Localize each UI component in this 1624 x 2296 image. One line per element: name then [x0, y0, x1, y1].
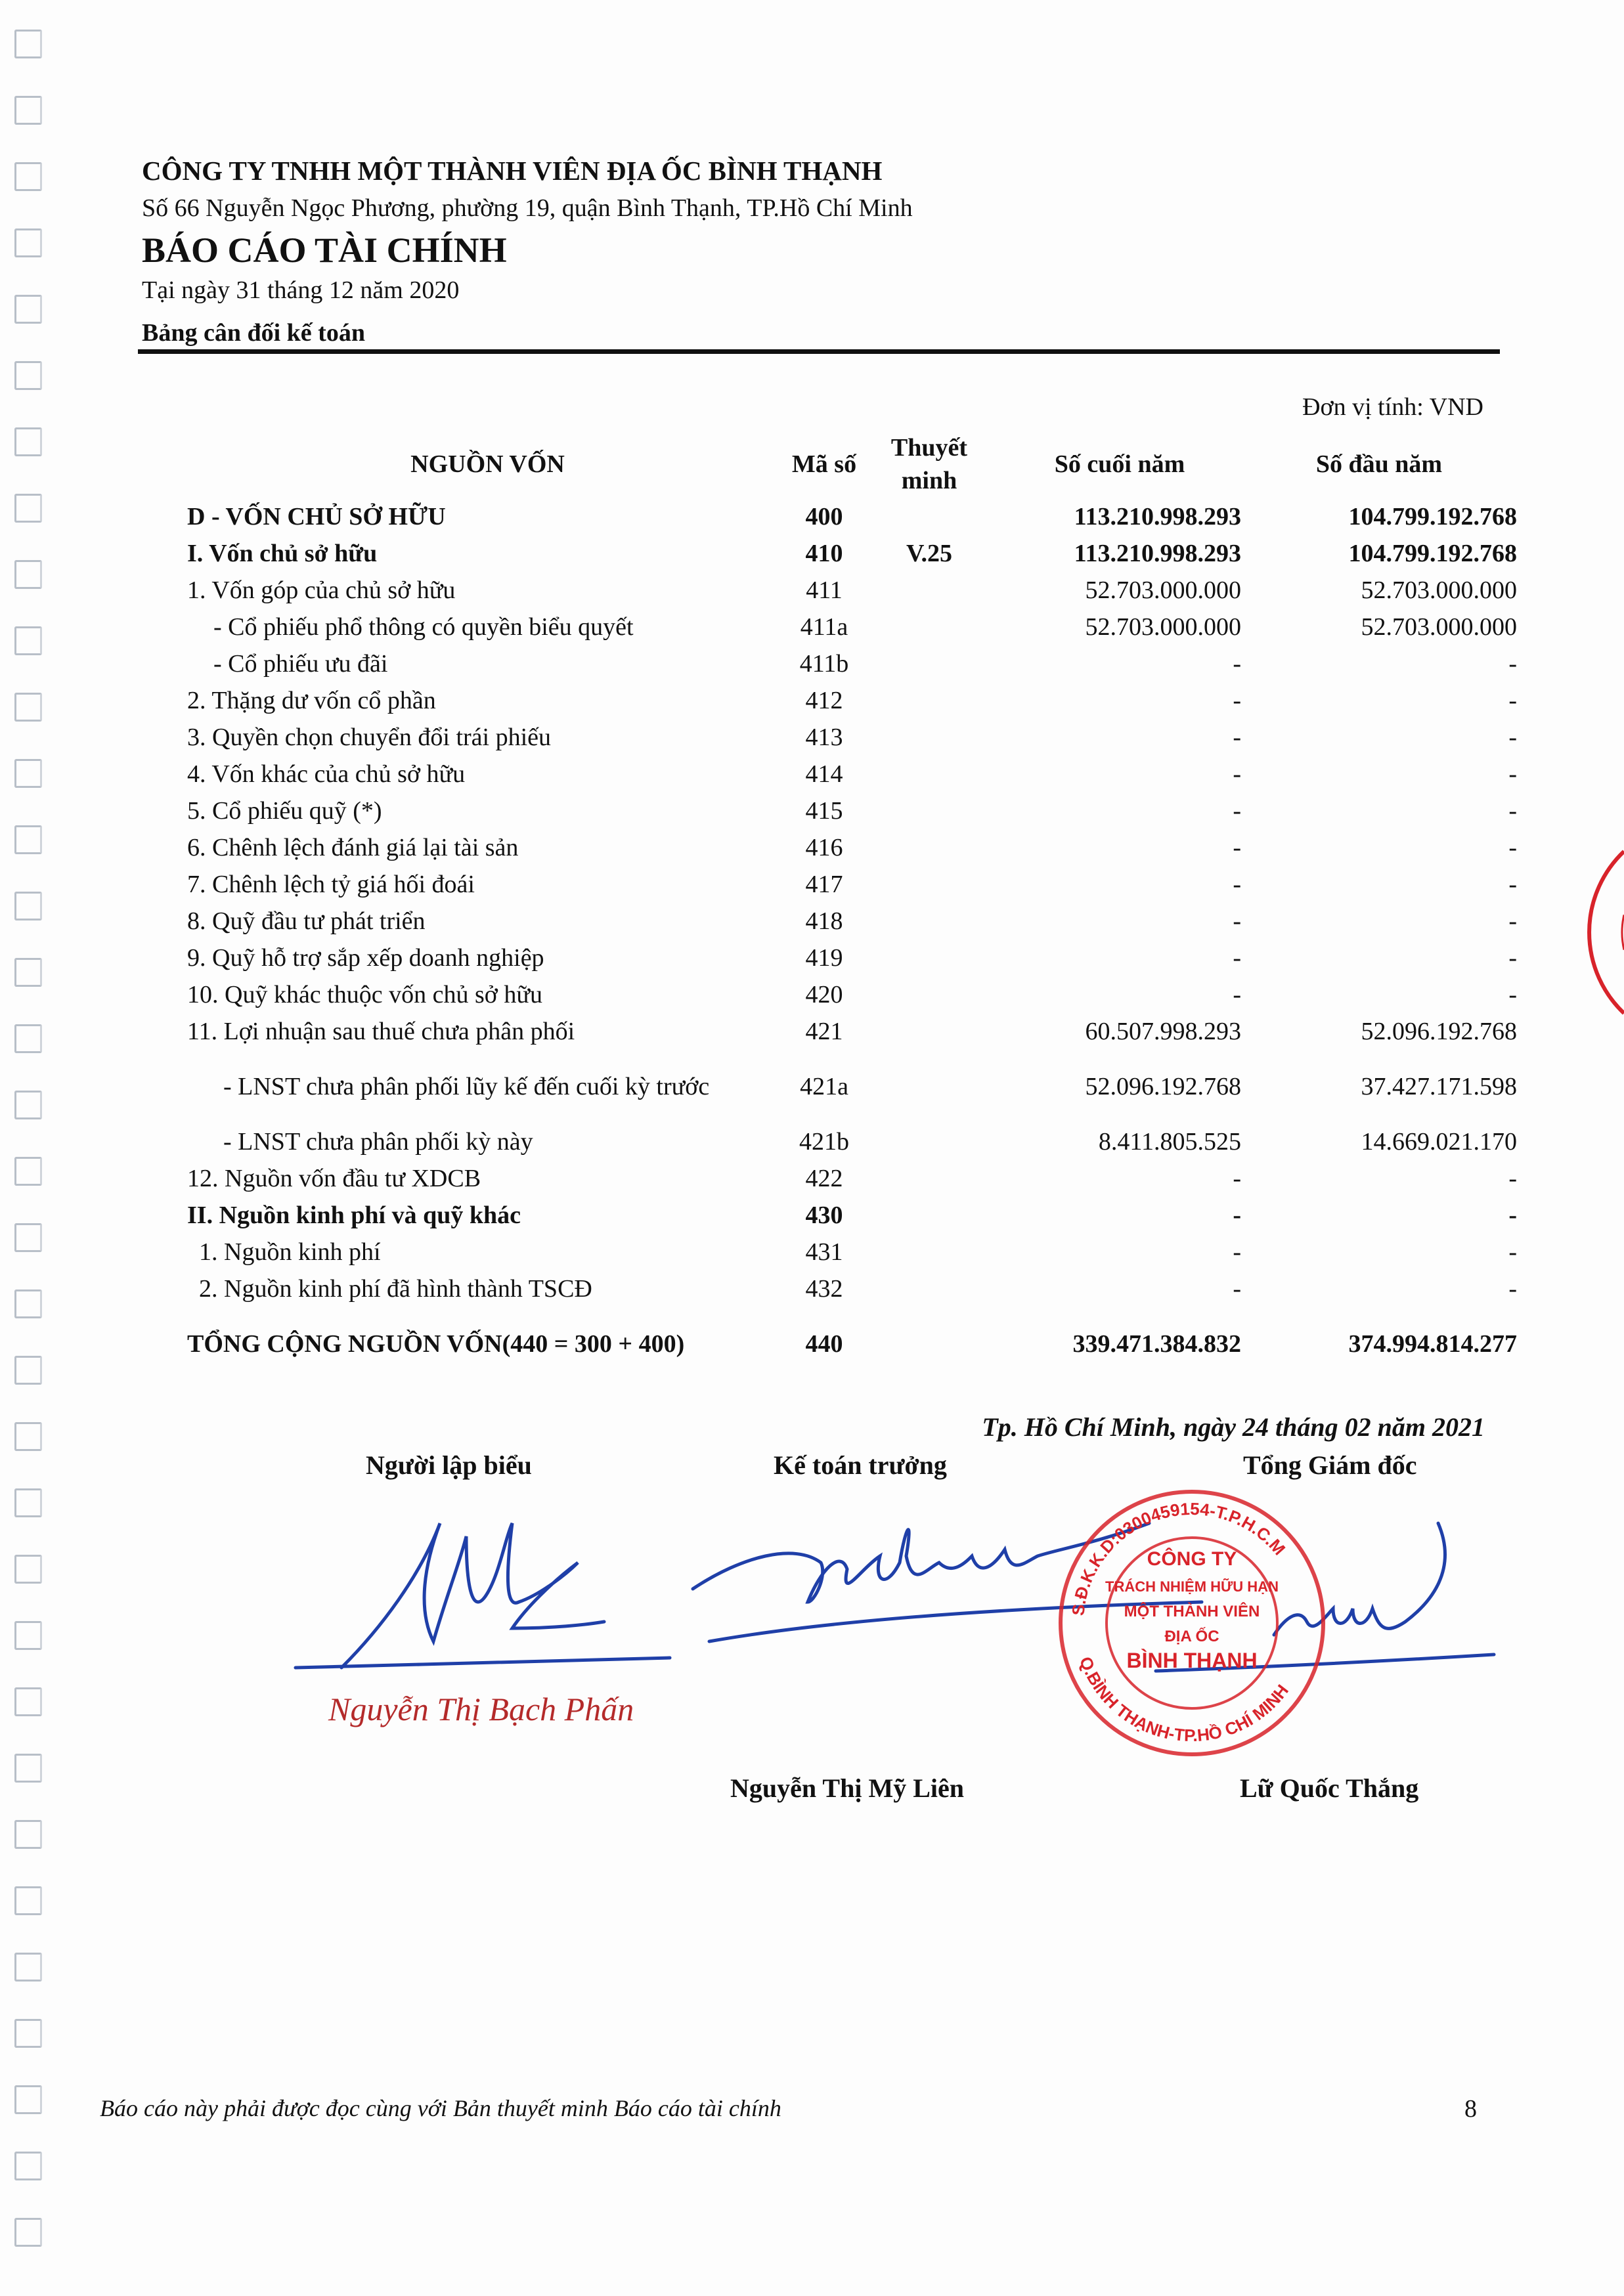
table-row	[187, 609, 1517, 645]
row-code: 419	[805, 944, 843, 972]
row-end-value: -	[1233, 981, 1241, 1008]
director-name: Lữ Quốc Thắng	[1240, 1773, 1419, 1803]
row-end-value: -	[1233, 760, 1241, 788]
row-code: 416	[805, 834, 843, 861]
binder-hole-icon	[14, 1091, 42, 1119]
row-end-value: -	[1233, 907, 1241, 935]
row-end-value: 113.210.998.293	[1074, 503, 1241, 531]
row-begin-value: -	[1508, 871, 1517, 898]
row-label: - Cổ phiếu ưu đãi	[213, 650, 388, 678]
row-end-value: 52.703.000.000	[1085, 576, 1241, 604]
row-code: 411b	[799, 650, 849, 678]
row-end-value: -	[1233, 944, 1241, 972]
row-begin-value: -	[1508, 650, 1517, 678]
table-row	[187, 572, 1517, 609]
row-label: 3. Quyền chọn chuyển đổi trái phiếu	[187, 724, 552, 751]
stamp-line: MỘT THÀNH VIÊN	[1124, 1603, 1260, 1620]
binder-hole-icon	[14, 228, 42, 257]
row-label: 2. Thặng dư vốn cổ phần	[187, 687, 436, 714]
stamp-line: TRÁCH NHIỆM HỮU HẠN	[1105, 1578, 1279, 1595]
edge-stamp	[1569, 814, 1624, 1051]
row-code: 431	[805, 1238, 843, 1266]
row-note	[860, 1307, 998, 1381]
table-row	[187, 498, 1517, 535]
stamp-line: ĐỊA ỐC	[1164, 1628, 1219, 1645]
report-date: Tại ngày 31 tháng 12 năm 2020	[142, 276, 460, 304]
place-date: Tp. Hồ Chí Minh, ngày 24 tháng 02 năm 2021	[982, 1412, 1485, 1442]
row-note	[860, 609, 998, 645]
binder-hole-icon	[14, 1488, 42, 1517]
binder-hole-icon	[14, 427, 42, 456]
row-label: - Cổ phiếu phổ thông có quyền biểu quyết	[213, 613, 634, 641]
preparer-handwritten-name: Nguyễn Thị Bạch Phấn	[328, 1691, 634, 1727]
row-code: 413	[805, 724, 843, 751]
table-row	[187, 866, 1517, 903]
row-note	[860, 756, 998, 792]
row-end-value: -	[1233, 687, 1241, 714]
binder-hole-icon	[14, 1687, 42, 1716]
row-begin-value: 104.799.192.768	[1348, 503, 1517, 531]
table-row	[187, 829, 1517, 866]
column-header: Thuyết minh	[890, 434, 968, 494]
accountant-role: Kế toán trưởng	[774, 1450, 947, 1480]
row-label: 9. Quỹ hỗ trợ sắp xếp doanh nghiệp	[187, 944, 544, 972]
column-header: Số cuối năm	[1054, 450, 1185, 478]
table-row	[187, 535, 1517, 572]
balance-sheet-table	[187, 430, 1517, 1381]
row-note: V.25	[906, 540, 953, 567]
row-end-value: 52.703.000.000	[1085, 613, 1241, 641]
row-code: 440	[805, 1330, 843, 1358]
row-code: 430	[805, 1202, 843, 1229]
table-row	[187, 1307, 1517, 1381]
row-label: TỔNG CỘNG NGUỒN VỐN(440 = 300 + 400)	[187, 1330, 685, 1358]
preparer-signature	[289, 1497, 683, 1746]
binder-hole-icon	[14, 892, 42, 921]
row-note	[860, 1160, 998, 1197]
row-note	[860, 1197, 998, 1234]
row-begin-value: 37.427.171.598	[1361, 1073, 1517, 1100]
row-begin-value: -	[1508, 1275, 1517, 1303]
row-begin-value: -	[1508, 944, 1517, 972]
row-label: 10. Quỹ khác thuộc vốn chủ sở hữu	[187, 981, 542, 1008]
row-end-value: -	[1233, 1238, 1241, 1266]
column-header: Mã số	[791, 450, 857, 478]
row-begin-value: -	[1508, 907, 1517, 935]
table-header	[187, 430, 1517, 498]
table-row	[187, 903, 1517, 940]
row-end-value: -	[1233, 871, 1241, 898]
row-note	[860, 940, 998, 976]
binder-hole-icon	[14, 1754, 42, 1783]
row-begin-value: 52.096.192.768	[1361, 1018, 1517, 1045]
company-stamp	[1054, 1485, 1330, 1761]
company-name: CÔNG TY TNHH MỘT THÀNH VIÊN ĐỊA ỐC BÌNH THẠNH	[142, 156, 883, 186]
binder-hole-icon	[14, 1422, 42, 1451]
stamp-line: CÔNG TY	[1147, 1548, 1237, 1570]
row-note	[860, 682, 998, 719]
table-row	[187, 792, 1517, 829]
binder-hole-icon	[14, 1157, 42, 1186]
row-begin-value: 104.799.192.768	[1348, 540, 1517, 567]
row-begin-value: -	[1508, 797, 1517, 825]
row-begin-value: 14.669.021.170	[1361, 1128, 1517, 1156]
row-end-value: 113.210.998.293	[1074, 540, 1241, 567]
row-label: 2. Nguồn kinh phí đã hình thành TSCĐ	[199, 1275, 592, 1303]
row-end-value: 8.411.805.525	[1098, 1128, 1241, 1156]
table-row	[187, 1050, 1517, 1123]
row-note	[860, 645, 998, 682]
row-label: 5. Cổ phiếu quỹ (*)	[187, 797, 382, 825]
row-note	[860, 976, 998, 1013]
row-code: 421a	[800, 1073, 848, 1100]
row-code: 421	[805, 1018, 843, 1045]
row-note	[860, 719, 998, 756]
stamp-arc-bottom: Q.BÌNH THẠNH-TP.HỒ CHÍ MINH	[1075, 1654, 1292, 1746]
binder-hole-icon	[14, 361, 42, 390]
row-code: 410	[805, 540, 843, 567]
row-label: 1. Nguồn kinh phí	[199, 1238, 381, 1266]
binder-hole-icon	[14, 1820, 42, 1849]
binder-hole-icon	[14, 162, 42, 191]
row-note	[860, 1013, 998, 1050]
row-code: 417	[805, 871, 843, 898]
binder-hole-icon	[14, 693, 42, 722]
row-end-value: -	[1233, 650, 1241, 678]
row-note	[860, 1270, 998, 1307]
row-code: 432	[805, 1275, 843, 1303]
row-label: 6. Chênh lệch đánh giá lại tài sản	[187, 834, 519, 861]
binder-hole-icon	[14, 2218, 42, 2247]
table-row	[187, 645, 1517, 682]
binder-hole-icon	[14, 2019, 42, 2048]
row-end-value: 60.507.998.293	[1085, 1018, 1241, 1045]
table-row	[187, 1160, 1517, 1197]
row-label: 4. Vốn khác của chủ sở hữu	[187, 760, 466, 788]
row-code: 414	[805, 760, 843, 788]
row-begin-value: -	[1508, 1165, 1517, 1192]
binder-hole-icon	[14, 30, 42, 58]
row-label: 7. Chênh lệch tỷ giá hối đoái	[187, 871, 475, 898]
row-label: 8. Quỹ đầu tư phát triển	[187, 907, 426, 935]
row-note	[860, 866, 998, 903]
page-number: 8	[1464, 2095, 1477, 2123]
binder-hole-icon	[14, 626, 42, 655]
table-row	[187, 756, 1517, 792]
row-begin-value: -	[1508, 724, 1517, 751]
report-title: BÁO CÁO TÀI CHÍNH	[142, 230, 507, 270]
table-row	[187, 1197, 1517, 1234]
row-end-value: -	[1233, 1275, 1241, 1303]
row-code: 418	[805, 907, 843, 935]
accountant-name: Nguyễn Thị Mỹ Liên	[730, 1773, 964, 1803]
row-note	[860, 903, 998, 940]
row-code: 422	[805, 1165, 843, 1192]
binder-hole-icon	[14, 1555, 42, 1584]
row-code: 420	[805, 981, 843, 1008]
row-begin-value: -	[1508, 834, 1517, 861]
binder-hole-icon	[14, 1953, 42, 1982]
row-label: - LNST chưa phân phối kỳ này	[223, 1128, 533, 1156]
column-header: Số đầu năm	[1315, 450, 1443, 478]
row-code: 415	[805, 797, 843, 825]
table-row	[187, 976, 1517, 1013]
table-row	[187, 1013, 1517, 1050]
row-code: 411a	[800, 613, 848, 641]
row-end-value: -	[1233, 797, 1241, 825]
stamp-arc-top: S.Đ.K.K.D:0300459154-T.P.H.C.M	[1068, 1498, 1290, 1617]
binder-hole-icon	[14, 96, 42, 125]
row-end-value: 339.471.384.832	[1072, 1330, 1241, 1358]
row-note	[860, 498, 998, 535]
stamp-line: BÌNH THẠNH	[1126, 1649, 1258, 1672]
table-row	[187, 682, 1517, 719]
binder-hole-icon	[14, 1621, 42, 1650]
company-address: Số 66 Nguyễn Ngọc Phương, phường 19, quận Bình Thạnh, TP.Hồ Chí Minh	[142, 194, 913, 222]
director-role: Tổng Giám đốc	[1243, 1450, 1417, 1480]
binder-hole-icon	[14, 560, 42, 589]
row-code: 412	[805, 687, 843, 714]
footer-note: Báo cáo này phải được đọc cùng với Bản thuyết minh Báo cáo tài chính	[100, 2095, 781, 2121]
row-end-value: -	[1233, 1202, 1241, 1229]
row-end-value: 52.096.192.768	[1085, 1073, 1241, 1100]
binder-hole-icon	[14, 825, 42, 854]
binder-hole-icon	[14, 1886, 42, 1915]
binder-hole-icon	[14, 1356, 42, 1385]
row-begin-value: 374.994.814.277	[1348, 1330, 1517, 1358]
row-label: II. Nguồn kinh phí và quỹ khác	[187, 1202, 521, 1229]
header-divider	[138, 349, 1500, 354]
row-begin-value: -	[1508, 687, 1517, 714]
row-begin-value: -	[1508, 760, 1517, 788]
binder-hole-icon	[14, 759, 42, 788]
row-note	[860, 1123, 998, 1160]
binder-hole-icon	[14, 1289, 42, 1318]
row-label: 12. Nguồn vốn đầu tư XDCB	[187, 1165, 481, 1192]
column-header: NGUỒN VỐN	[410, 450, 565, 478]
binder-hole-icon	[14, 1223, 42, 1252]
table-row	[187, 1123, 1517, 1160]
binder-hole-icon	[14, 958, 42, 987]
row-end-value: -	[1233, 1165, 1241, 1192]
row-begin-value: -	[1508, 981, 1517, 1008]
row-note	[860, 1050, 998, 1123]
binder-hole-icon	[14, 494, 42, 523]
row-code: 411	[806, 576, 843, 604]
binder-hole-icon	[14, 1024, 42, 1053]
row-begin-value: 52.703.000.000	[1361, 613, 1517, 641]
row-end-value: -	[1233, 724, 1241, 751]
row-label: I. Vốn chủ sở hữu	[187, 540, 378, 567]
row-label: - LNST chưa phân phối lũy kế đến cuối kỳ trước	[223, 1073, 710, 1100]
row-code: 421b	[799, 1128, 849, 1156]
row-note	[860, 792, 998, 829]
binder-hole-icon	[14, 295, 42, 324]
row-begin-value: -	[1508, 1238, 1517, 1266]
table-row	[187, 1270, 1517, 1307]
row-note	[860, 829, 998, 866]
preparer-role: Người lập biểu	[366, 1450, 532, 1480]
row-end-value: -	[1233, 834, 1241, 861]
currency-unit: Đơn vị tính: VND	[1302, 393, 1483, 421]
sheet-title: Bảng cân đối kế toán	[142, 319, 365, 347]
row-label: 1. Vốn góp của chủ sở hữu	[187, 576, 456, 604]
table-row	[187, 1234, 1517, 1270]
row-code: 400	[805, 503, 843, 531]
table-row	[187, 940, 1517, 976]
row-label: D - VỐN CHỦ SỞ HỮU	[187, 503, 446, 531]
row-label: 11. Lợi nhuận sau thuế chưa phân phối	[187, 1018, 575, 1045]
table-row	[187, 719, 1517, 756]
binder-hole-icon	[14, 2152, 42, 2180]
row-begin-value: 52.703.000.000	[1361, 576, 1517, 604]
binder-hole-icon	[14, 2085, 42, 2114]
row-begin-value: -	[1508, 1202, 1517, 1229]
row-note	[860, 572, 998, 609]
row-note	[860, 1234, 998, 1270]
